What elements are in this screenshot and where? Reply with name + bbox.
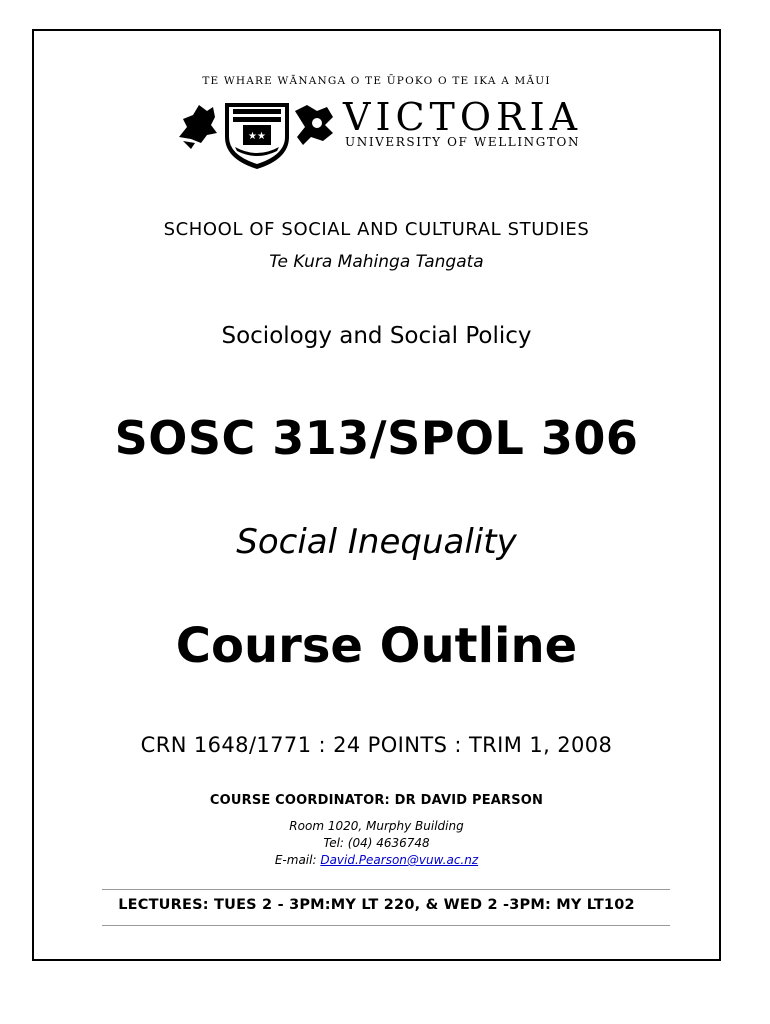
- course-code: SOSC 313/SPOL 306: [114, 411, 639, 465]
- svg-text:★★: ★★: [248, 131, 266, 142]
- course-title: Social Inequality: [236, 522, 517, 562]
- coordinator-heading: COURSE COORDINATOR: DR DAVID PEARSON: [209, 793, 544, 808]
- coordinator-email-line: [34, 853, 719, 867]
- divider-top: [102, 889, 670, 890]
- email-link[interactable]: David.Pearson@vuw.ac.nz: [320, 853, 479, 867]
- school-maori-name: Te Kura Mahinga Tangata: [269, 252, 484, 272]
- lectures-info: LECTURES: TUES 2 - 3PM:MY LT 220, & WED 2 -3PM: MY LT102: [118, 897, 635, 913]
- divider-bottom: [102, 925, 670, 926]
- coordinator-tel: Tel: (04) 4636748: [323, 836, 430, 850]
- coordinator-room: Room 1020, Murphy Building: [289, 819, 464, 833]
- email-label: E-mail:: [274, 853, 321, 867]
- maori-university-name: TE WHARE WĀNANGA O TE ŪPOKO O TE IKA A MĀUI: [202, 75, 551, 87]
- crn-line: CRN 1648/1771 : 24 POINTS : TRIM 1, 2008: [140, 733, 613, 757]
- school-name: SCHOOL OF SOCIAL AND CULTURAL STUDIES: [163, 219, 590, 240]
- department-name: Sociology and Social Policy: [221, 323, 532, 349]
- university-wordmark: VICTORIA: [343, 95, 583, 139]
- page-border: [32, 29, 721, 961]
- university-logo: [177, 97, 597, 169]
- university-subtitle: UNIVERSITY OF WELLINGTON: [345, 135, 581, 149]
- victoria-crest-icon: [177, 97, 337, 169]
- document-title: Course Outline: [175, 618, 578, 674]
